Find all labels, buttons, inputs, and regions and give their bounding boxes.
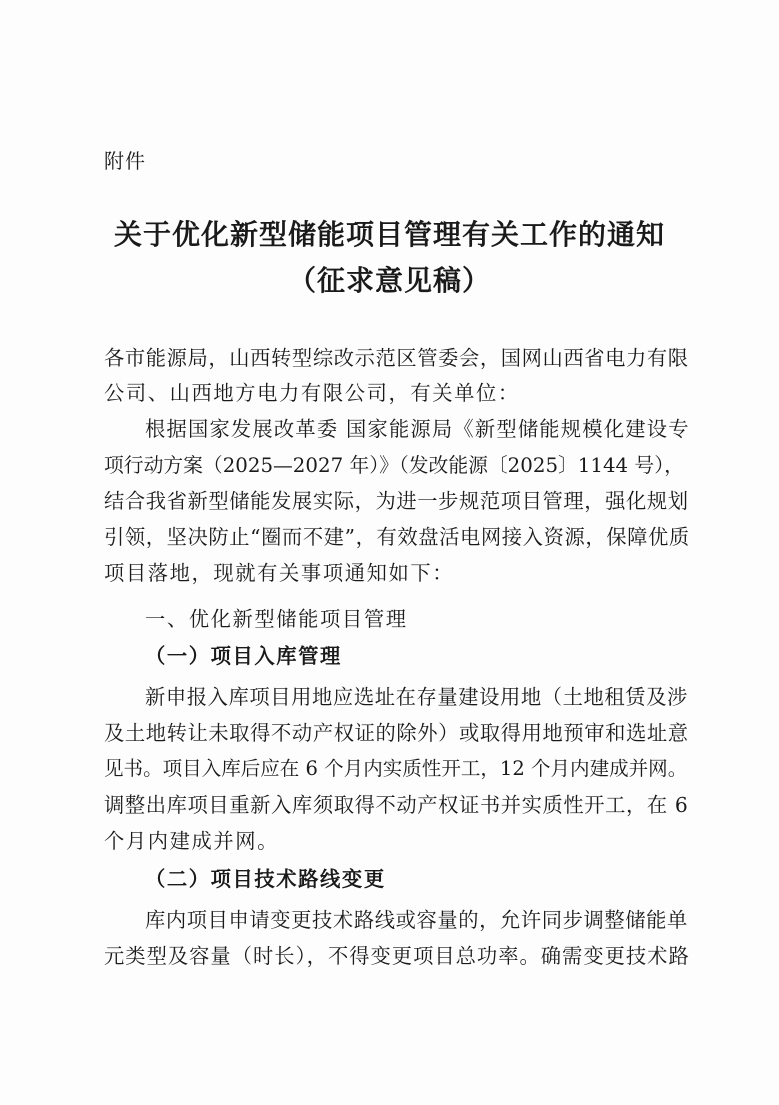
- paragraph-1-line-3: 结合我省新型储能发展实际，为进一步规范项目管理，强化规划: [104, 489, 689, 513]
- subsection-2-line-1: 库内项目申请变更技术路线或容量的，允许同步调整储能单: [145, 908, 688, 932]
- document-title: 关于优化新型储能项目管理有关工作的通知: [113, 218, 665, 251]
- subsection-2-line-2: 元类型及容量（时长），不得变更项目总功率。确需变更技术路: [104, 944, 690, 968]
- annex-label: 附件: [104, 149, 146, 173]
- paragraph-1-line-5: 项目落地，现就有关事项通知如下：: [104, 561, 455, 585]
- subsection-1-line-1: 新申报入库项目用地应选址在存量建设用地（土地租赁及涉: [145, 685, 688, 709]
- recipients-line-1: 各市能源局，山西转型综改示范区管委会，国网山西省电力有限: [104, 346, 689, 370]
- subsection-1-line-5: 个月内建成并网。: [104, 829, 280, 853]
- paragraph-1-line-2: 项行动方案（2025—2027 年）》（发改能源〔2025〕1144 号），: [104, 454, 684, 477]
- subsection-1-heading: （一）项目入库管理: [145, 644, 342, 668]
- subsection-1-line-4: 调整出库项目重新入库须取得不动产权证书并实质性开工，在 6: [104, 793, 689, 817]
- subsection-2-heading: （二）项目技术路线变更: [145, 867, 386, 891]
- recipients-line-2: 公司、山西地方电力有限公司，有关单位：: [104, 381, 520, 405]
- subsection-1-line-2: 及土地转让未取得不动产权证的除外）或取得用地预审和选址意: [104, 721, 689, 745]
- subsection-1-line-3: 见书。项目入库后应在 6 个月内实质性开工，12 个月内建成并网。: [104, 757, 688, 780]
- section-1-heading: 一、优化新型储能项目管理: [145, 607, 408, 631]
- paragraph-1-line-4: 引领，坚决防止“圈而不建”，有效盘活电网接入资源，保障优质: [104, 525, 690, 549]
- paragraph-1-line-1: 根据国家发展改革委 国家能源局《新型储能规模化建设专: [145, 417, 690, 441]
- document-subtitle: （征求意见稿）: [287, 264, 491, 297]
